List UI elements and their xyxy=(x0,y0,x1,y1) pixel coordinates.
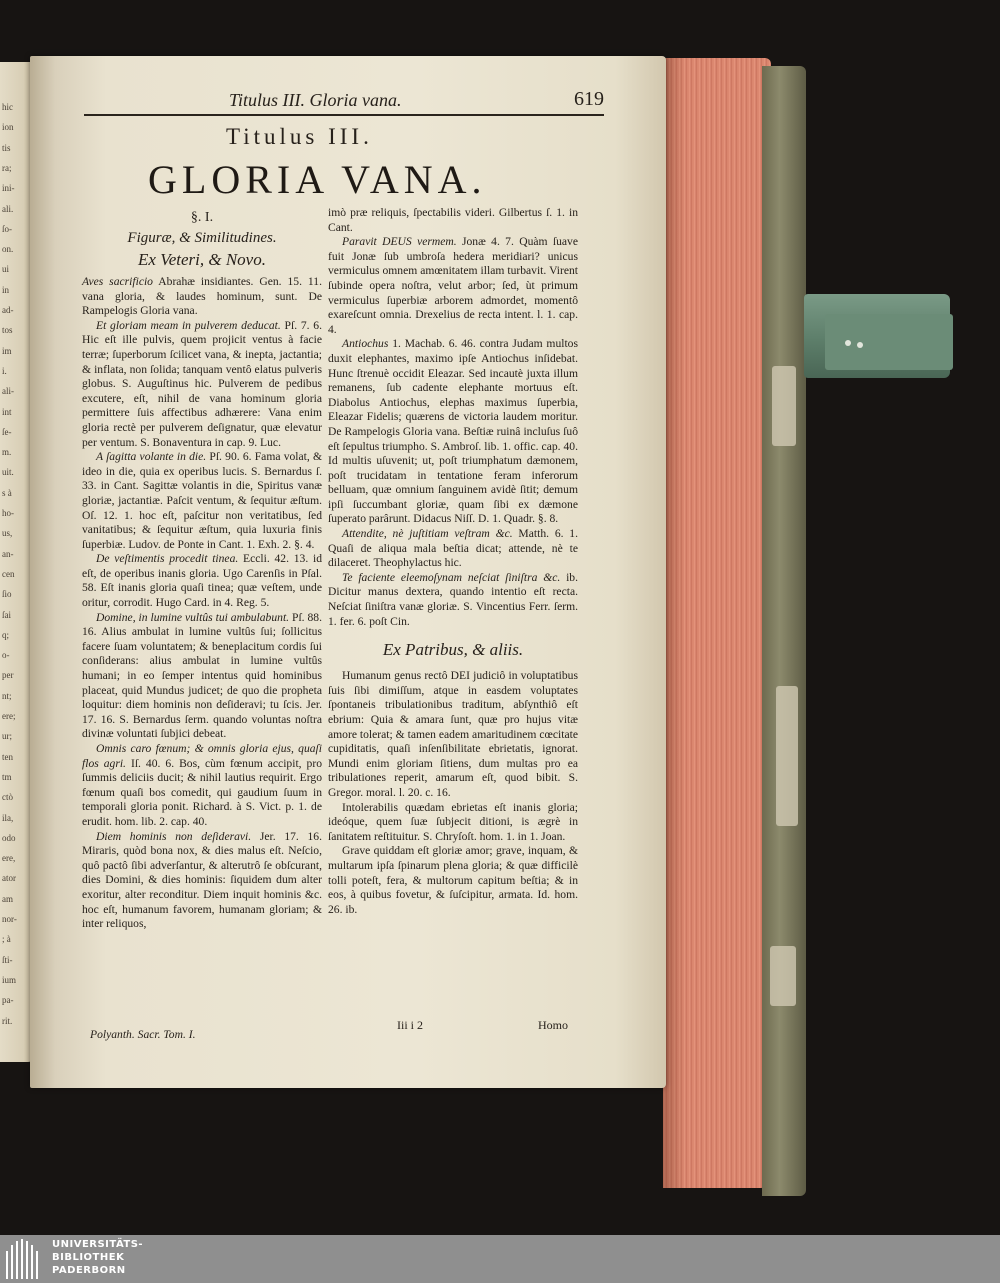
paragraph xyxy=(328,844,578,917)
clasp-rivet xyxy=(857,342,863,348)
paragraph-text: Grave quiddam eſt gloriæ amor; grave, inquam, & multarum ipſa ſpinarum plena gloria; & quæ difficilè tolli poteſt, fera, & multorum capitum beſtia; & in eos, à quibus fovetur, & ſuſcipitur, armata. Id. hom. 26. ib. xyxy=(328,844,578,916)
lemma: Et gloriam meam in pulverem deducat. xyxy=(96,318,281,332)
paragraph xyxy=(82,830,322,932)
lemma: De veſtimentis procedit tinea. xyxy=(96,552,239,566)
left-page-text-fragment: an- xyxy=(2,548,14,559)
left-page-text-fragment: ſai xyxy=(2,609,11,620)
left-page-text-fragment: hic xyxy=(2,102,13,112)
paragraph xyxy=(328,669,578,800)
library-line: PADERBORN xyxy=(52,1265,126,1276)
paragraph-text: Pſ. 88. 16. Alius ambulat in lumine vultûs ſui; ſollicitus facere ſuam voluntatem; & beneplacitum cordis ſui conſiderans: alius ambulat in lumine vultûs humani; in eo ſemper intentus quid hominibus placeat, quid Mundus judicet; de quo die propheta loquitur: diem hominis non deſideravi; tu ſcis. Jer. 17. 16. S. Bernardus ſerm. quando voluntas noſtra divinæ voluntati ſubjici debeat. xyxy=(82,610,322,741)
paragraph-text: Jer. 17. 16. Miraris, quòd bona nox, & dies malus eſt. Neſcio, quô pactô ſibi adverſantur, & alterutrô ſe obſcurant, dies Domini, & dies hominis: ſiquidem dum alter exoritur, alter reconditur. Diem inquit hominis &c. hoc eſt, humanum favorem, humanam gloriam; & inter reliquos, xyxy=(82,829,322,931)
left-page-text-fragment: ad- xyxy=(2,305,14,315)
left-page-text-fragment: q; xyxy=(2,629,10,640)
left-page-text-fragment: nt; xyxy=(2,690,12,701)
left-paragraphs xyxy=(82,275,322,932)
left-page-text-fragment: tm xyxy=(2,771,12,782)
section-mark: §. I. xyxy=(190,210,214,225)
catchword: Homo xyxy=(538,1018,568,1032)
lemma: Domine, in lumine vultûs tui ambulabunt. xyxy=(96,610,290,624)
paragraph xyxy=(82,275,322,319)
left-page-text-fragment: s à xyxy=(2,487,12,498)
left-page-text-fragment: ui xyxy=(2,264,10,275)
library-line: UNIVERSITÄTS- xyxy=(52,1239,144,1250)
left-page-text-fragment: rit. xyxy=(2,1015,13,1026)
left-column xyxy=(82,206,322,932)
right-paragraphs xyxy=(328,206,578,629)
page-edges-shadow xyxy=(663,58,685,1188)
left-page-text-fragment: ſti- xyxy=(2,954,13,965)
left-page-text-fragment: ur; xyxy=(2,731,12,742)
paragraph xyxy=(82,552,322,610)
left-page-text-fragment: o- xyxy=(2,650,10,661)
left-page-text-fragment: cen xyxy=(2,568,15,579)
left-page-text-fragment: on. xyxy=(2,244,14,255)
page-number: 619 xyxy=(574,88,604,110)
library-logo-icon xyxy=(4,1239,46,1279)
left-page-text-fragment: am xyxy=(2,893,13,904)
lemma: Attendite, nè juſtitiam veſtram &c. xyxy=(342,527,513,541)
paragraph-text: Matth. 6. 1. Quaſi de aliqua mala beſtia dicat; attende, nè te dilaceret. Theophylactus hic. xyxy=(328,527,578,570)
paragraph-text: Pſ. 7. 6. Hic eſt ille pulvis, quem projicit ventus à facie terræ; ſuperborum ſcilicet vana, & inepta, jactantia; & inflata, non ſolida; tanquam ventô elatus pulveris globus. S. Auguſtinus hic. Pulverem de pedibus excutere, eſt, nihil de vana hominum gloria permittere ſuis affectibus adhærere: Vana enim gloria rectè per pulverem deſignatur, quæ elevatur per ventum. S. Bonaventura in cap. 9. Luc. xyxy=(82,318,323,449)
left-page-text-fragment: ila, xyxy=(2,812,14,823)
right-paragraphs-patres xyxy=(328,669,578,917)
left-page-text-fragment: nor- xyxy=(2,914,17,924)
library-footer xyxy=(0,1235,1000,1283)
paragraph-text: Humanum genus rectô DEI judiciô in voluptatibus ſuis ſibi dimiſſum, atque in easdem voluptates ſpontaneis tribulationibus traditum, abſynthiô eſt ebrium: Quia & amara ſunt, quæ pro hujus vitæ amore tolerat; & tamen eadem amaritudinem cœcitate cupiditatis, quaſi inſenſibilitate ebrietatis, ignorat. Mundi enim gloriam ſitiens, dum multas pro ea tribulationes reperit, amarum eſt, quod bibit. S. Gregor. moral. l. 20. c. 16. xyxy=(328,669,578,799)
paragraph-text: Eccli. 42. 13. id eſt, de operibus inanis gloria. Ugo Carenſis in Pſal. 58. Eſt inanis gloria quaſi tinea; quæ veſtem, unde oritur, corrodit. Hugo Card. in 4. Reg. 5. xyxy=(82,552,322,610)
paragraph xyxy=(82,319,322,450)
book-cover xyxy=(762,66,806,1196)
left-page-fragment xyxy=(0,62,34,1062)
right-column xyxy=(328,206,578,917)
cover-wear xyxy=(770,946,796,1006)
running-head xyxy=(84,88,604,116)
left-page-text-fragment: ten xyxy=(2,751,13,762)
paragraph xyxy=(328,206,578,235)
signature-line: Polyanth. Sacr. Tom. I. xyxy=(90,1028,196,1041)
lemma: A ſagitta volante in die. xyxy=(96,450,207,464)
paragraph-text: Intolerabilis quædam ebrietas eſt inanis gloria; ideóque, quem ſuæ ſubjecit ditioni, is ægrè in ſanitatem reſtituitur. S. Chryſoſt. hom. 1. in 1. Joan. xyxy=(328,800,578,843)
left-page-text-fragment: ho- xyxy=(2,508,14,518)
running-title: Titulus III. Gloria vana. xyxy=(229,90,402,110)
paragraph-text: ib. Dicitur manus dextera, quando intentio eſt recta. Neſciat ſiniſtra vanæ gloriæ. S. Vincentius Ferr. ſerm. 1. fer. 6. poſt Cin. xyxy=(328,570,578,628)
left-page-text-fragment: i. xyxy=(2,365,7,376)
left-page-text-fragment: ; à xyxy=(2,934,11,945)
paragraph xyxy=(328,801,578,845)
paragraph-text: Jonæ 4. 7. Quàm ſuave fuit Jonæ ſub umbroſa hedera meridiari? unicus vermiculus omnem amœnitatem illam turbavit. Virent ſubinde opera noſtra, velut arbor; ſed, ùt primum vermiculus ſuperbiæ arborem admordet, momentô exareſcunt omnia. Drexelius de recta intent. l. 1. cap. 4. xyxy=(328,235,578,336)
paragraph xyxy=(328,571,578,629)
left-page-text-fragment: int xyxy=(2,406,12,417)
left-page-text-fragment: odo xyxy=(2,832,16,843)
paragraph-text: Iſ. 40. 6. Bos, cùm fœnum accipit, pro ſummis deliciis ducit; & nihil lautius requirit. Ergo fœnum quaſi bos comedit, qui gaudium ſuum in temporali gloria ponit. Richard. à S. Vict. p. 1. de erudit. hom. lib. 2. cap. 40. xyxy=(82,756,323,828)
left-page-text-fragment: ali- xyxy=(2,386,14,397)
paragraph-text: Pſ. 90. 6. Fama volat, & ideo in die, quia ex operibus lucis. S. Bernardus ſ. 33. in Cant. Sagittæ volantis in die, Spiritus vanæ gloriæ, jactantiæ. Paſcit ventum, & ſequitur æſtum. Oſ. 12. 1. hoc eſt, paſcitur non veritatibus, ſed vanitatibus; & ſequitur æſtum, quia luxuria finis ſuperbiæ. Ludov. de Ponte in Cant. 1. Exh. 2. §. 4. xyxy=(82,450,322,551)
left-page-text-fragment: ſio xyxy=(2,589,12,600)
left-page-text-fragment: in xyxy=(2,284,10,295)
left-page-text-fragment: ini- xyxy=(2,183,15,194)
lemma: Aves sacrificio xyxy=(82,275,153,288)
left-page-text-fragment: im xyxy=(2,345,12,356)
paragraph xyxy=(328,235,578,337)
paragraph xyxy=(82,450,322,552)
left-page-text-fragment: ium xyxy=(2,974,17,985)
subheading: Figuræ, & Similitudines. xyxy=(127,230,277,246)
left-page-text-fragment: ere; xyxy=(2,711,16,721)
sheet-mark: Iii i 2 xyxy=(397,1018,423,1032)
clasp-strap xyxy=(825,314,953,370)
page-title: GLORIA VANA. xyxy=(148,157,487,202)
paragraph-text: 1. Machab. 6. 46. contra Judam multos duxit elephantes, maximo ipſe Antiochus inſidebat. Hunc ſtrenuè occidit Eleazar. Sed incautè juxta illum remanens, ſub cadente elephante mortuus eſt. Diabolus Antiochus, elephas maximus ſuperbia, Eleazar Fidelis; quærens de victoria laudem moritur. De Rampelogis Gloria vana. Beſtiæ ruinâ incluſus ſuô eſt ſepultus triumpho. S. Ambroſ. lib. 1. offic. cap. 40. Id multis uſuvenit; ut, poſt triumphatum dæmonem, poſt trucidatam in tentatione feram inferorum belluam, quæ omnium ſanguinem avidè ſitit; demum ipſi ſuccumbant gloriæ, quam ſibi ex dæmone ſuperato parârunt. Didacus Niſſ. D. 1. Quadr. §. 8. xyxy=(328,337,578,526)
left-page-text-fragment: per xyxy=(2,670,14,681)
left-page-text-fragment: us, xyxy=(2,528,13,539)
lemma: Omnis caro fœnum; & omnis gloria ejus, quaſi flos agri. xyxy=(82,742,322,770)
book-page xyxy=(30,56,666,1088)
left-page-text-fragment: ere, xyxy=(2,853,16,864)
paragraph-text: Abrahæ insidiantes. Gen. 15. 11. vana gloria, & laudes hominum, sunt. De Rampelogis Gloria vana. xyxy=(82,275,322,318)
paragraph xyxy=(82,611,322,742)
clasp-rivet xyxy=(845,340,851,346)
lemma: Paravit DEUS vermem. xyxy=(342,235,457,249)
lemma: Te faciente eleemoſynam neſciat ſiniſtra &c. xyxy=(342,570,561,584)
lemma: Antiochus xyxy=(342,337,389,351)
section-heading: Ex Veteri, & Novo. xyxy=(138,250,266,269)
left-page-text-fragment: ator xyxy=(2,873,16,884)
left-page-text-fragment: m. xyxy=(2,447,12,458)
cover-wear xyxy=(776,686,798,826)
paragraph xyxy=(328,337,578,527)
cover-wear xyxy=(772,366,796,446)
left-page-text-fragment: ra; xyxy=(2,162,12,173)
section-heading: Ex Patribus, & aliis. xyxy=(382,640,524,660)
left-page-text-fragment: tos xyxy=(2,325,13,336)
left-page-text-fragment: uit. xyxy=(2,467,14,478)
left-page-text-fragment: ali. xyxy=(2,203,14,214)
left-page-text-fragment: pa- xyxy=(2,995,14,1006)
left-page-text-fragment: ion xyxy=(2,122,14,133)
paragraph xyxy=(82,742,322,830)
left-page-text-fragment: ctò xyxy=(2,792,13,803)
library-name xyxy=(52,1238,143,1277)
left-page-text-fragment: tis xyxy=(2,142,11,153)
paragraph xyxy=(328,527,578,571)
left-page-text-fragment: ſe- xyxy=(2,426,12,437)
library-line: BIBLIOTHEK xyxy=(52,1252,125,1263)
lemma: Diem hominis non deſideravi. xyxy=(96,829,252,843)
paragraph-text: imò præ reliquis, ſpectabilis videri. Gilbertus ſ. 1. in Cant. xyxy=(328,206,578,234)
left-page-text-fragment: ſo- xyxy=(2,223,12,234)
titulus-heading: Titulus III. xyxy=(226,124,373,149)
